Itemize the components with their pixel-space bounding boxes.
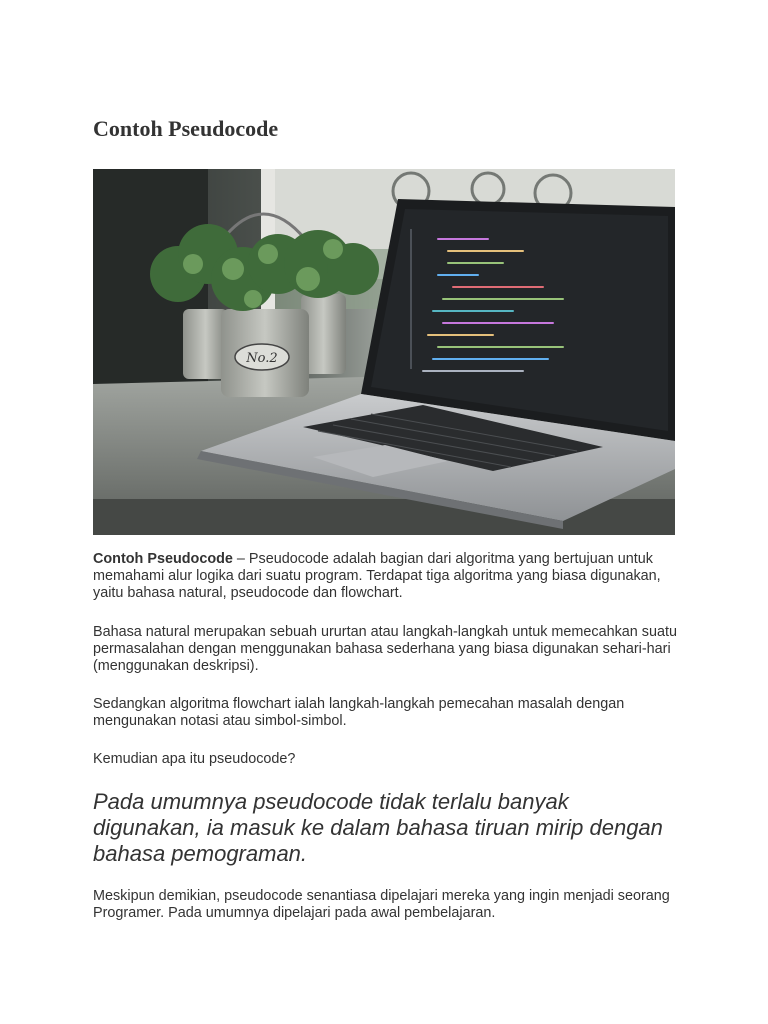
intro-bold-term: Contoh Pseudocode [93,551,233,567]
natural-language-paragraph: Bahasa natural merupakan sebuah ururtan atau langkah-langkah untuk memecahkan suatu permasalahan dengan menggunakan bahasa sederhana yang biasa digunakan sehari-hari (menggunakan deskripsi). [93,624,678,674]
intro-text: – Pseudocode adalah bagian dari algoritma yang bertujuan untuk memahami alur logika dari suatu program. Terdapat tiga algoritma yang biasa digunakan, yaitu bahasa natural, pseudocode dan flowchart. [93,551,661,601]
question-paragraph: Kemudian apa itu pseudocode? [93,751,296,767]
laptop-plants-photo [93,169,675,535]
article-title: Contoh Pseudocode [93,116,279,141]
closing-paragraph: Meskipun demikian, pseudocode senantiasa dipelajari mereka yang ingin menjadi seorang Programer. Pada umumnya dipelajari pada awal pembelajaran. [93,888,670,921]
pull-quote: Pada umumnya pseudocode tidak terlalu banyak digunakan, ia masuk ke dalam bahasa tiruan mirip dengan bahasa pemograman. [93,789,663,866]
pot-label: No.2 [246,351,278,366]
flowchart-paragraph: Sedangkan algoritma flowchart ialah langkah-langkah pemecahan masalah dengan mengunakan notasi atau simbol-simbol. [93,696,625,729]
intro-paragraph [93,551,678,602]
